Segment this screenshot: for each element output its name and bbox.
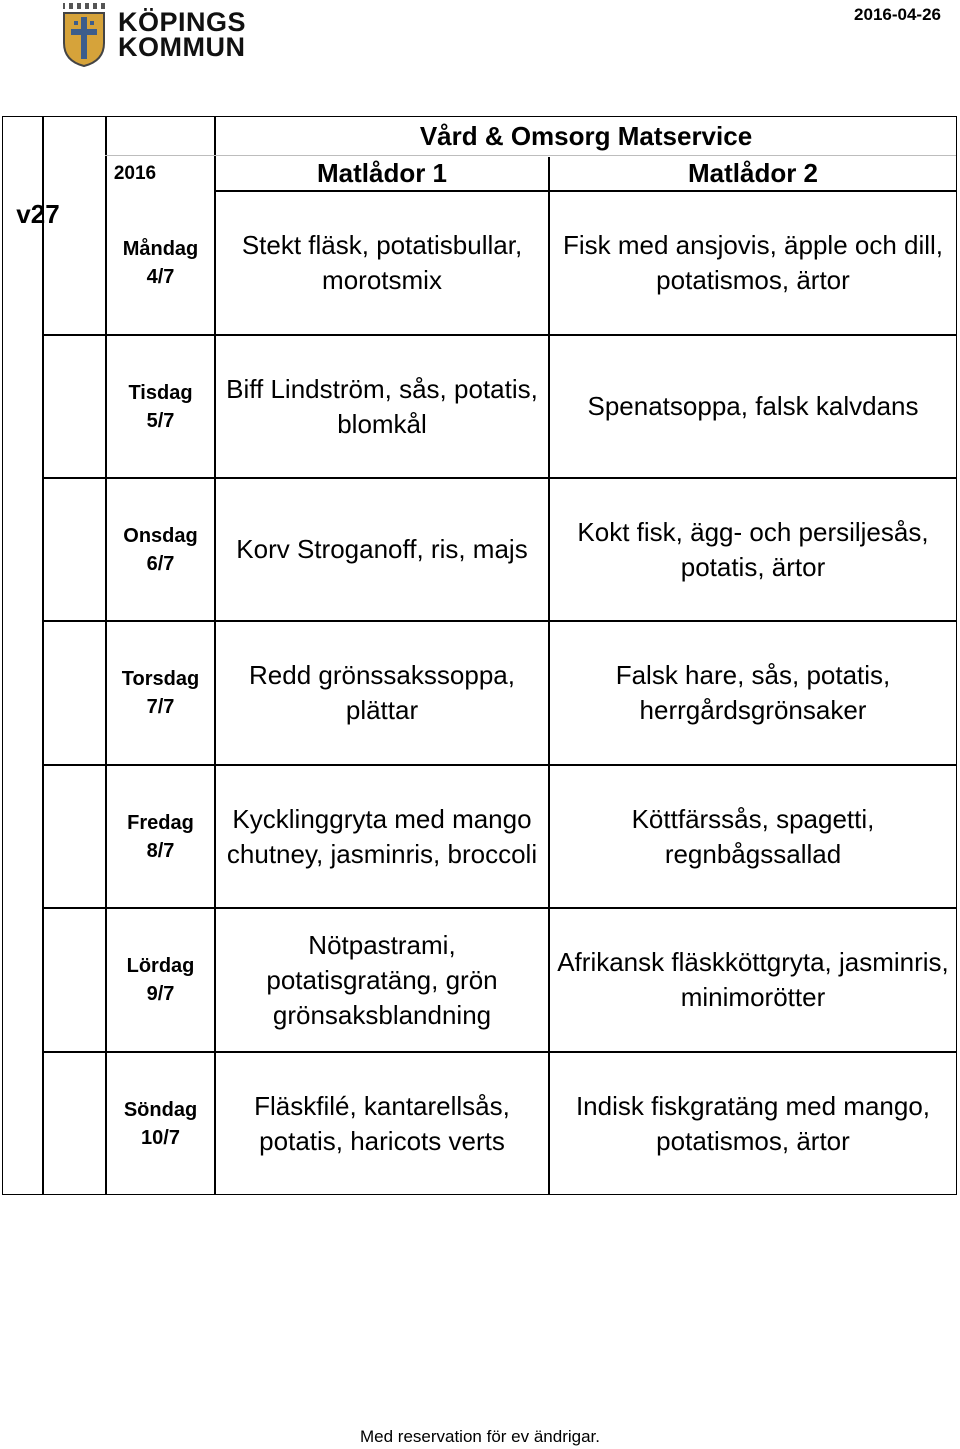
logo xyxy=(62,2,246,68)
dish-matlador-1: Redd grönssakssoppa, plättar xyxy=(249,660,515,725)
logo-text xyxy=(118,7,247,62)
day-label xyxy=(107,479,214,620)
day-date: 10/7 xyxy=(141,1126,180,1149)
day-name: Fredag xyxy=(127,811,194,834)
day-date: 6/7 xyxy=(146,552,175,575)
dish-matlador-1: Biff Lindström, sås, potatis, blomkål xyxy=(226,373,538,439)
day-date: 5/7 xyxy=(146,409,175,432)
dish-matlador-2: Spenatsoppa, falsk kalvdans xyxy=(587,391,919,421)
dish-matlador-2: Kokt fisk, ägg- och persiljesås, potatis, ärtor xyxy=(577,516,929,582)
day-date: 7/7 xyxy=(146,696,175,718)
day-date: 4/7 xyxy=(146,266,175,288)
menu-table xyxy=(2,116,957,1195)
footer-note: Med reservation för ev ändrigar. xyxy=(359,1427,600,1446)
day-label xyxy=(107,1053,214,1194)
dish-matlador-2: Köttfärssås, spagetti, regnbågssallad xyxy=(631,803,875,869)
day-label xyxy=(107,766,214,907)
dish-matlador-1: Korv Stroganoff, ris, majs xyxy=(236,534,528,564)
menu-title: Vård & Omsorg Matservice xyxy=(419,120,753,151)
document-date: 2016-04-26 xyxy=(854,5,941,24)
logo-line-1: KÖPINGS xyxy=(118,7,247,37)
day-label xyxy=(107,192,214,334)
day-name: Tisdag xyxy=(128,381,193,404)
day-name: Lördag xyxy=(126,955,195,977)
column-header-matlador-1: Matlådor 1 xyxy=(316,157,448,188)
day-label xyxy=(107,909,214,1051)
menu-grid xyxy=(3,117,956,1194)
menu-year: 2016 xyxy=(113,162,157,184)
dish-matlador-1: Fläskfilé, kantarellsås, potatis, haricots verts xyxy=(254,1090,510,1156)
dish-matlador-1: Kycklinggryta med mango chutney, jasminris, broccoli xyxy=(226,803,538,869)
dish-matlador-1: Stekt fläsk, potatisbullar, morotsmix xyxy=(241,230,523,295)
dish-matlador-2: Fisk med ansjovis, äpple och dill, potatismos, ärtor xyxy=(562,230,944,295)
coat-of-arms-icon xyxy=(62,3,106,67)
column-header-matlador-2: Matlådor 2 xyxy=(687,157,819,188)
day-name: Söndag xyxy=(123,1098,198,1121)
dish-matlador-2: Falsk hare, sås, potatis, herrgårdsgrönsaker xyxy=(615,660,891,725)
logo-line-2: KOMMUN xyxy=(118,32,246,62)
grid-line xyxy=(42,117,44,1194)
day-date: 9/7 xyxy=(146,983,175,1005)
day-label xyxy=(107,336,214,477)
dish-matlador-2: Indisk fiskgratäng med mango, potatismos, ärtor xyxy=(575,1090,931,1156)
week-number: v27 xyxy=(16,198,60,229)
day-name: Torsdag xyxy=(121,668,200,690)
day-name: Måndag xyxy=(122,238,199,260)
day-date: 8/7 xyxy=(146,839,175,862)
day-label xyxy=(107,622,214,764)
dish-matlador-2: Afrikansk fläskköttgryta, jasminris, minimorötter xyxy=(557,947,949,1012)
day-name: Onsdag xyxy=(123,524,198,547)
dish-matlador-1: Nötpastrami, potatisgratäng, grön grönsaksblandning xyxy=(266,929,498,1030)
